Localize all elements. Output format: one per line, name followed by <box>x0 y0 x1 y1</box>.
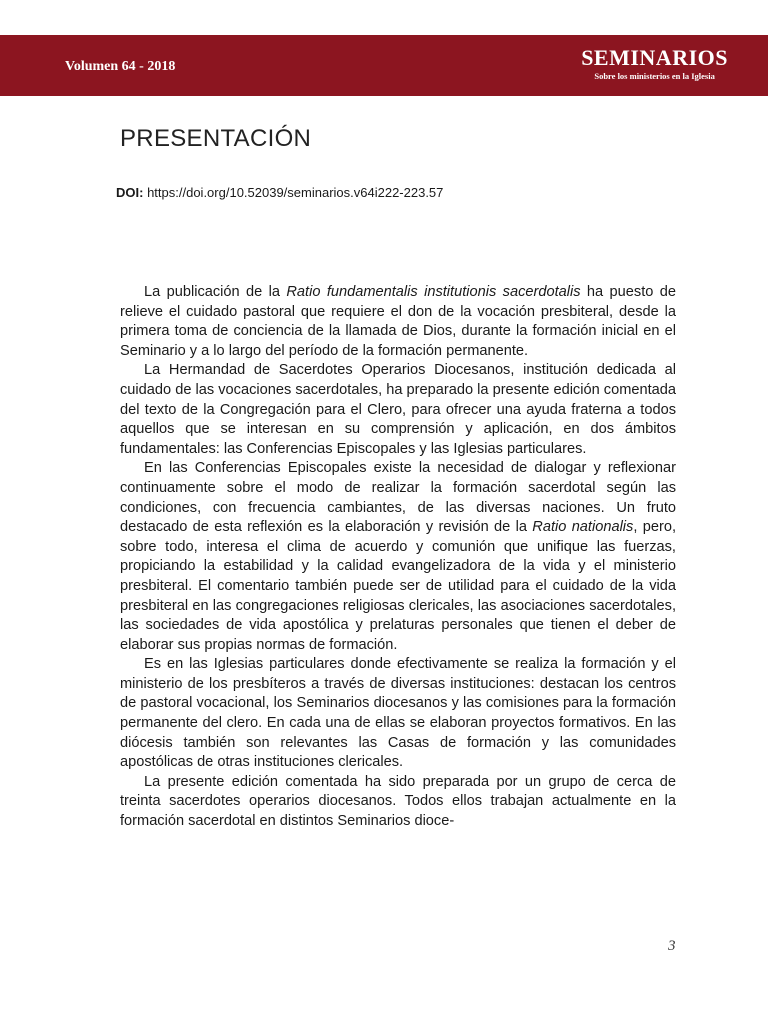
paragraph-3: En las Conferencias Episcopales existe la necesidad de dialogar y reflexionar continuamente sobre el modo de realizar la formación sacerdotal según las condiciones, con frecuencia cambiantes, de las diversas naciones. Un fruto destacado de esta reflexión es la elaboración y revisión de la Ratio nationalis, pero, sobre todo, interesa el clima de acuerdo y comunión que unifique las fuerzas, propiciando la estabilidad y la calidad evangelizadora de la vida y el ministerio presbiteral. El comentario también puede ser de utilidad para el cuidado de la vida presbiteral en las congregaciones religiosas clericales, las asociaciones sacerdotales, las sociedades de vida apostólica y prelaturas personales que tienen el deber de elaborar sus propias normas de formación. <box>120 460 677 653</box>
paragraph-2: La Hermandad de Sacerdotes Operarios Diocesanos, institución dedicada al cuidado de las vocaciones sacerdotales, ha preparado la presente edición comentada del texto de la Congregación para el Clero, para ofrecer una ayuda fraterna a todos aquellos que se interesan en su comprensión y aplicación, en dos ámbitos fundamentales: las Conferencias Episcopales y las Iglesias particulares. <box>120 362 676 457</box>
page-title: PRESENTACIÓN <box>120 125 312 152</box>
journal-subtitle: Sobre los ministerios en la Iglesia <box>594 71 715 81</box>
paragraph-1: La publicación de la Ratio fundamentalis institutionis sacerdotalis ha puesto de relieve el cuidado pastoral que requiere el don de la vocación presbiteral, desde la primera toma de conciencia de la llamada de Dios, durante la formación inicial en el Seminario y a lo largo del período de la formación permanente. <box>120 284 676 359</box>
paragraph-5: La presente edición comentada ha sido preparada por un grupo de cerca de treinta sacerdotes operarios diocesanos. Todos ellos trabajan actualmente en la formación sacerdotal en distintos Seminarios dioce- <box>120 773 676 830</box>
journal-title: SEMINARIOS <box>581 45 728 70</box>
article-body <box>120 283 676 832</box>
volume-label: Volumen 64 - 2018 <box>65 59 176 74</box>
doi-label: DOI: <box>116 185 144 200</box>
italic-title-ratio-nationalis: Ratio nationalis <box>532 519 634 536</box>
doi-link[interactable]: https://doi.org/10.52039/seminarios.v64i222-223.57 <box>147 185 444 200</box>
paragraph-4: Es en las Iglesias particulares donde efectivamente se realiza la formación y el ministerio de los presbíteros a través de diversas instituciones: destacan los centros de pastoral vocacional, los Seminarios diocesanos y las comisiones para la formación permanente del clero. En cada una de ellas se elaboran proyectos formativos. En las diócesis también son relevantes las Casas de formación y las comunidades apostólicas de otras instituciones clericales. <box>120 656 676 771</box>
journal-header <box>0 35 768 96</box>
journal-brand <box>581 45 728 81</box>
italic-title-ratio-fundamentalis: Ratio fundamentalis institutionis sacerdotalis <box>286 284 581 300</box>
doi-line <box>116 185 443 200</box>
page-number: 3 <box>668 938 676 954</box>
